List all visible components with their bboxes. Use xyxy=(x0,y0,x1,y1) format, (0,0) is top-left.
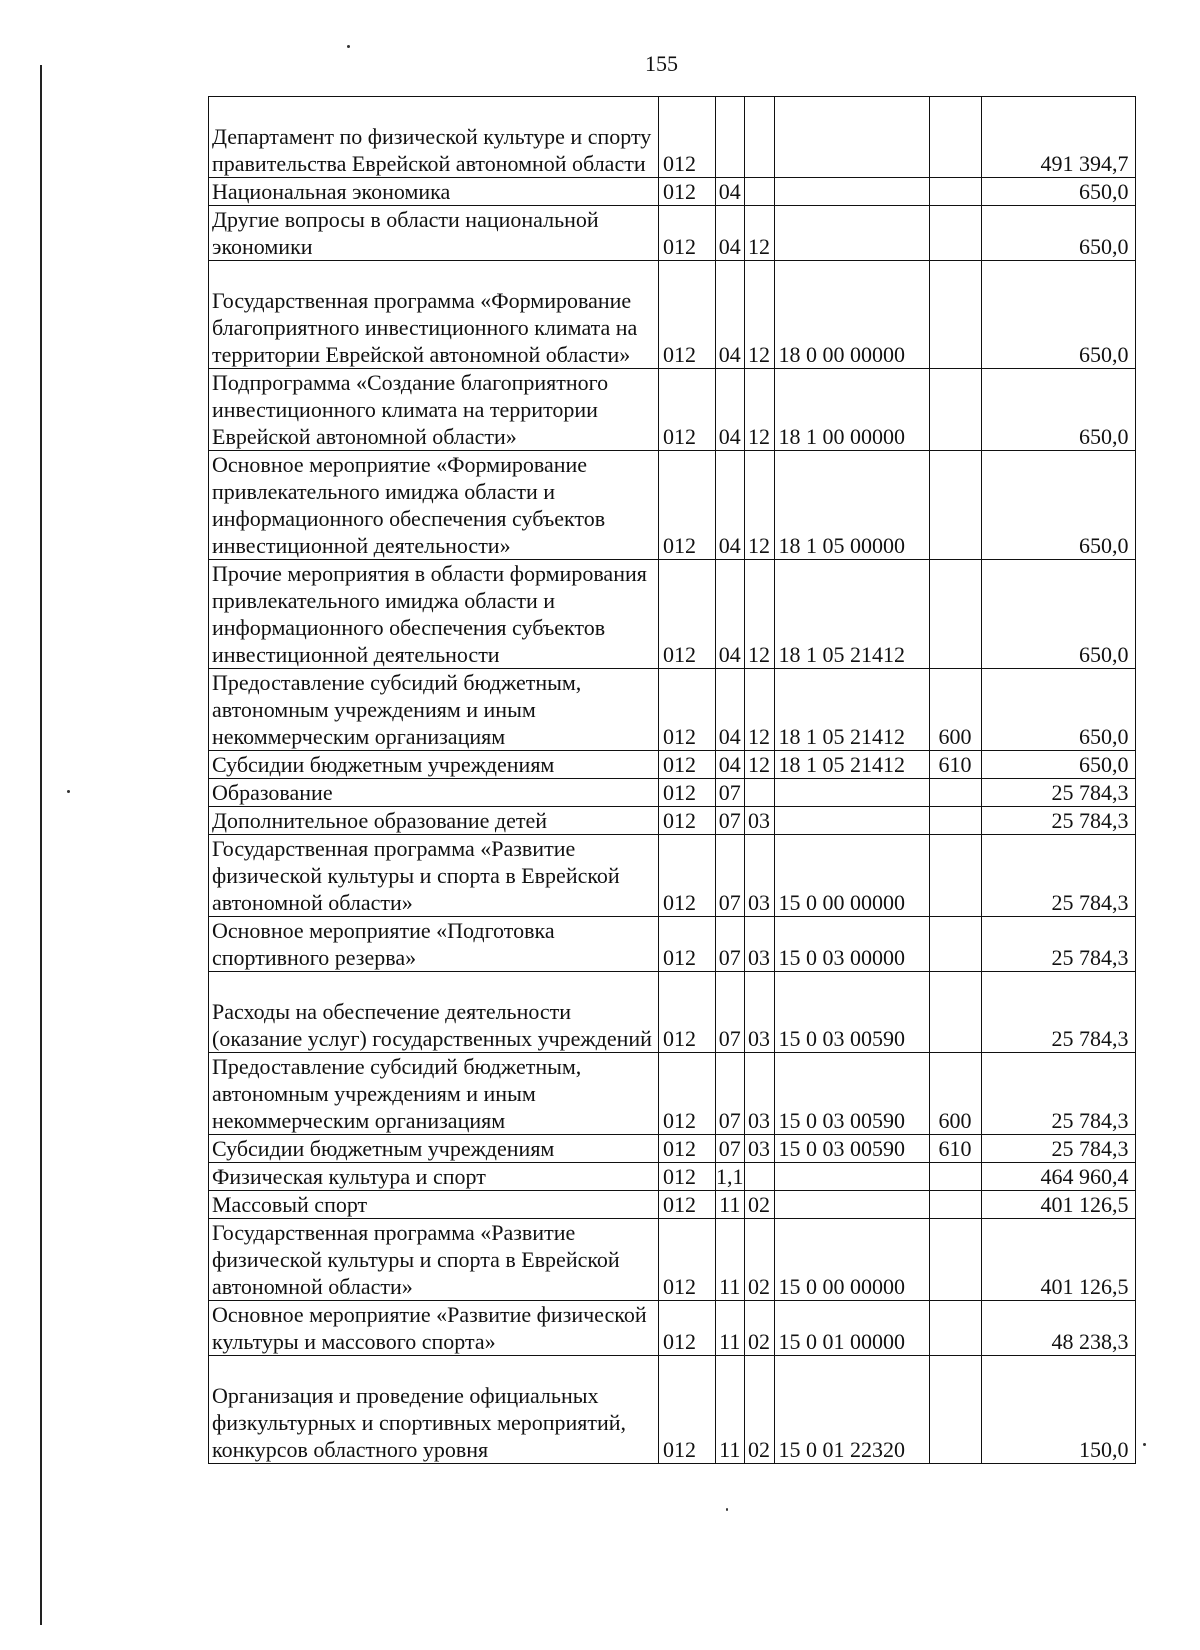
row-section-cell: 07 xyxy=(716,807,745,835)
row-name-cell: Департамент по физической культуре и спорту правительства Еврейской автономной области xyxy=(209,97,659,178)
row-target-article-cell: 15 0 03 00590 xyxy=(774,1135,929,1163)
row-target-article-cell: 18 1 05 21412 xyxy=(774,751,929,779)
table-row xyxy=(209,1135,1136,1163)
row-subsection-cell: 12 xyxy=(744,369,774,451)
scan-speck xyxy=(726,1508,728,1511)
table-row xyxy=(209,178,1136,206)
row-name-cell: Субсидии бюджетным учреждениям xyxy=(209,1135,659,1163)
row-grbs-cell: 012 xyxy=(659,972,716,1053)
row-grbs-cell: 012 xyxy=(659,835,716,917)
row-sum-cell: 25 784,3 xyxy=(981,807,1135,835)
row-expense-type-cell xyxy=(929,972,981,1053)
row-sum-cell: 25 784,3 xyxy=(981,835,1135,917)
row-target-article-cell xyxy=(774,97,929,178)
row-name-cell: Прочие мероприятия в области формирования привлекательного имиджа области и информационного обеспечения субъектов инвестиционной деятельности xyxy=(209,560,659,669)
row-section-cell: 11 xyxy=(716,1191,745,1219)
table-row xyxy=(209,206,1136,261)
row-subsection-cell: 02 xyxy=(744,1301,774,1356)
row-target-article-cell: 15 0 03 00590 xyxy=(774,972,929,1053)
row-target-article-cell: 15 0 03 00590 xyxy=(774,1053,929,1135)
row-expense-type-cell xyxy=(929,1219,981,1301)
table-row xyxy=(209,1301,1136,1356)
row-target-article-cell: 15 0 01 22320 xyxy=(774,1356,929,1464)
row-sum-cell: 401 126,5 xyxy=(981,1191,1135,1219)
row-sum-cell: 650,0 xyxy=(981,451,1135,560)
row-section-cell: 1,1 xyxy=(716,1164,744,1189)
row-grbs-cell: 012 xyxy=(659,451,716,560)
row-expense-type-cell: 610 xyxy=(929,1135,981,1163)
row-name-cell: Подпрограмма «Создание благоприятного инвестиционного климата на территории Еврейской автономной области» xyxy=(209,369,659,451)
row-sum-cell: 25 784,3 xyxy=(981,917,1135,972)
row-expense-type-cell xyxy=(929,369,981,451)
row-subsection-cell xyxy=(744,779,774,807)
row-subsection-cell xyxy=(744,178,774,206)
row-expense-type-cell xyxy=(929,1356,981,1464)
table-row xyxy=(209,97,1136,178)
row-grbs-cell: 012 xyxy=(659,560,716,669)
scan-speck xyxy=(1143,1443,1146,1446)
row-subsection-cell: 03 xyxy=(744,972,774,1053)
row-name-cell: Расходы на обеспечение деятельности (оказание услуг) государственных учреждений xyxy=(209,972,659,1053)
row-name-cell: Предоставление субсидий бюджетным, автономным учреждениям и иным некоммерческим организациям xyxy=(209,1053,659,1135)
row-subsection-cell: 02 xyxy=(744,1219,774,1301)
table-row xyxy=(209,1219,1136,1301)
row-sum-cell: 25 784,3 xyxy=(981,1135,1135,1163)
row-expense-type-cell xyxy=(929,779,981,807)
row-target-article-cell: 18 1 05 21412 xyxy=(774,560,929,669)
row-name-cell: Основное мероприятие «Развитие физической культуры и массового спорта» xyxy=(209,1301,659,1356)
row-target-article-cell: 18 1 00 00000 xyxy=(774,369,929,451)
row-subsection-cell: 12 xyxy=(744,560,774,669)
row-expense-type-cell: 610 xyxy=(929,751,981,779)
row-grbs-cell: 012 xyxy=(659,669,716,751)
table-row xyxy=(209,972,1136,1053)
row-sum-cell: 25 784,3 xyxy=(981,972,1135,1053)
row-expense-type-cell xyxy=(929,835,981,917)
row-sum-cell: 650,0 xyxy=(981,261,1135,369)
row-target-article-cell xyxy=(774,178,929,206)
row-sum-cell: 650,0 xyxy=(981,751,1135,779)
row-grbs-cell: 012 xyxy=(659,779,716,807)
table-row xyxy=(209,1053,1136,1135)
row-sum-cell: 650,0 xyxy=(981,560,1135,669)
row-name-cell: Массовый спорт xyxy=(209,1191,659,1219)
scan-speck xyxy=(67,790,70,793)
row-sum-cell: 25 784,3 xyxy=(981,779,1135,807)
row-grbs-cell: 012 xyxy=(659,178,716,206)
row-expense-type-cell xyxy=(929,1191,981,1219)
row-subsection-cell: 12 xyxy=(744,206,774,261)
budget-table xyxy=(208,96,1136,1464)
row-section-cell: 04 xyxy=(716,369,745,451)
table-row xyxy=(209,669,1136,751)
table-row xyxy=(209,779,1136,807)
row-section-cell: 11 xyxy=(716,1301,745,1356)
row-section-cell: 11 xyxy=(716,1219,745,1301)
table-row xyxy=(209,1163,1136,1191)
page-number: 155 xyxy=(645,51,678,76)
row-section-cell: 07 xyxy=(716,917,745,972)
row-name-cell: Предоставление субсидий бюджетным, автономным учреждениям и иным некоммерческим организациям xyxy=(209,669,659,751)
row-name-cell: Национальная экономика xyxy=(209,178,659,206)
row-section-cell: 04 xyxy=(716,451,745,560)
row-name-cell: Государственная программа «Развитие физической культуры и спорта в Еврейской автономной области» xyxy=(209,1219,659,1301)
row-name-cell: Основное мероприятие «Формирование привлекательного имиджа области и информационного обеспечения субъектов инвестиционной деятельности» xyxy=(209,451,659,560)
row-subsection-cell: 03 xyxy=(744,917,774,972)
row-sum-cell: 48 238,3 xyxy=(981,1301,1135,1356)
table-row xyxy=(209,369,1136,451)
row-sum-cell: 150,0 xyxy=(981,1356,1135,1464)
row-section-cell: 04 xyxy=(716,751,745,779)
row-sum-cell: 650,0 xyxy=(981,669,1135,751)
row-subsection-cell: 12 xyxy=(744,451,774,560)
row-grbs-cell: 012 xyxy=(659,261,716,369)
row-target-article-cell: 18 1 05 00000 xyxy=(774,451,929,560)
row-target-article-cell xyxy=(774,1191,929,1219)
row-section-cell: 04 xyxy=(716,560,745,669)
table-row xyxy=(209,1191,1136,1219)
row-grbs-cell: 012 xyxy=(659,1356,716,1464)
row-expense-type-cell xyxy=(929,917,981,972)
table-body xyxy=(209,97,1136,1464)
table-row xyxy=(209,560,1136,669)
table-row xyxy=(209,807,1136,835)
row-sum-cell: 491 394,7 xyxy=(981,97,1135,178)
row-expense-type-cell xyxy=(929,1163,981,1191)
row-section-cell: 04 xyxy=(716,261,745,369)
table-row xyxy=(209,917,1136,972)
row-target-article-cell: 15 0 03 00000 xyxy=(774,917,929,972)
row-name-cell: Государственная программа «Формирование благоприятного инвестиционного климата на территории Еврейской автономной области» xyxy=(209,261,659,369)
row-grbs-cell: 012 xyxy=(659,1163,716,1191)
scan-margin-line xyxy=(40,65,42,1625)
row-name-cell: Дополнительное образование детей xyxy=(209,807,659,835)
row-section-cell xyxy=(716,97,745,178)
row-subsection-cell xyxy=(744,97,774,178)
row-section-cell: 07 xyxy=(716,1135,745,1163)
table-row xyxy=(209,751,1136,779)
row-target-article-cell xyxy=(774,1163,929,1191)
row-expense-type-cell xyxy=(929,206,981,261)
row-target-article-cell: 15 0 01 00000 xyxy=(774,1301,929,1356)
row-expense-type-cell xyxy=(929,560,981,669)
row-grbs-cell: 012 xyxy=(659,807,716,835)
row-name-cell: Организация и проведение официальных физкультурных и спортивных мероприятий, конкурсов областного уровня xyxy=(209,1356,659,1464)
row-expense-type-cell: 600 xyxy=(929,669,981,751)
row-grbs-cell: 012 xyxy=(659,1219,716,1301)
row-target-article-cell: 15 0 00 00000 xyxy=(774,835,929,917)
row-name-cell: Государственная программа «Развитие физической культуры и спорта в Еврейской автономной области» xyxy=(209,835,659,917)
row-subsection-cell: 12 xyxy=(744,261,774,369)
row-expense-type-cell: 600 xyxy=(929,1053,981,1135)
row-target-article-cell xyxy=(774,807,929,835)
row-target-article-cell: 15 0 00 00000 xyxy=(774,1219,929,1301)
row-grbs-cell: 012 xyxy=(659,1053,716,1135)
row-grbs-cell: 012 xyxy=(659,97,716,178)
row-expense-type-cell xyxy=(929,451,981,560)
row-subsection-cell: 12 xyxy=(744,751,774,779)
row-section-cell: 04 xyxy=(716,669,745,751)
row-section-cell: 11 xyxy=(716,1356,745,1464)
table-row xyxy=(209,1356,1136,1464)
row-subsection-cell: 03 xyxy=(744,1053,774,1135)
row-target-article-cell: 18 0 00 00000 xyxy=(774,261,929,369)
row-grbs-cell: 012 xyxy=(659,369,716,451)
row-section-cell: 07 xyxy=(716,972,745,1053)
row-grbs-cell: 012 xyxy=(659,1301,716,1356)
row-name-cell: Физическая культура и спорт xyxy=(209,1163,659,1191)
row-expense-type-cell xyxy=(929,261,981,369)
row-subsection-cell: 03 xyxy=(744,1135,774,1163)
row-target-article-cell xyxy=(774,206,929,261)
row-subsection-cell: 02 xyxy=(744,1191,774,1219)
row-sum-cell: 650,0 xyxy=(981,369,1135,451)
row-section-cell: 07 xyxy=(716,779,745,807)
row-sum-cell: 401 126,5 xyxy=(981,1219,1135,1301)
row-sum-cell: 464 960,4 xyxy=(981,1163,1135,1191)
scan-speck xyxy=(347,45,350,48)
row-sum-cell: 650,0 xyxy=(981,206,1135,261)
row-grbs-cell: 012 xyxy=(659,917,716,972)
row-expense-type-cell xyxy=(929,807,981,835)
row-section-cell: 04 xyxy=(716,206,745,261)
table-row xyxy=(209,835,1136,917)
row-grbs-cell: 012 xyxy=(659,1135,716,1163)
row-name-cell: Другие вопросы в области национальной экономики xyxy=(209,206,659,261)
row-sum-cell: 650,0 xyxy=(981,178,1135,206)
row-subsection-cell: 02 xyxy=(744,1356,774,1464)
row-name-cell: Основное мероприятие «Подготовка спортивного резерва» xyxy=(209,917,659,972)
row-section-cell: 04 xyxy=(716,178,745,206)
row-subsection-cell: 03 xyxy=(744,807,774,835)
row-grbs-cell: 012 xyxy=(659,206,716,261)
table-row xyxy=(209,451,1136,560)
row-subsection-cell: 03 xyxy=(744,835,774,917)
row-section-cell: 07 xyxy=(716,1053,745,1135)
table-row xyxy=(209,261,1136,369)
row-grbs-cell: 012 xyxy=(659,751,716,779)
row-target-article-cell: 18 1 05 21412 xyxy=(774,669,929,751)
row-name-cell: Субсидии бюджетным учреждениям xyxy=(209,751,659,779)
row-target-article-cell xyxy=(774,779,929,807)
row-section-cell: 07 xyxy=(716,835,745,917)
row-grbs-cell: 012 xyxy=(659,1191,716,1219)
row-expense-type-cell xyxy=(929,1301,981,1356)
row-expense-type-cell xyxy=(929,97,981,178)
row-subsection-cell: 12 xyxy=(744,669,774,751)
row-expense-type-cell xyxy=(929,178,981,206)
row-sum-cell: 25 784,3 xyxy=(981,1053,1135,1135)
row-subsection-cell xyxy=(744,1163,774,1191)
row-name-cell: Образование xyxy=(209,779,659,807)
